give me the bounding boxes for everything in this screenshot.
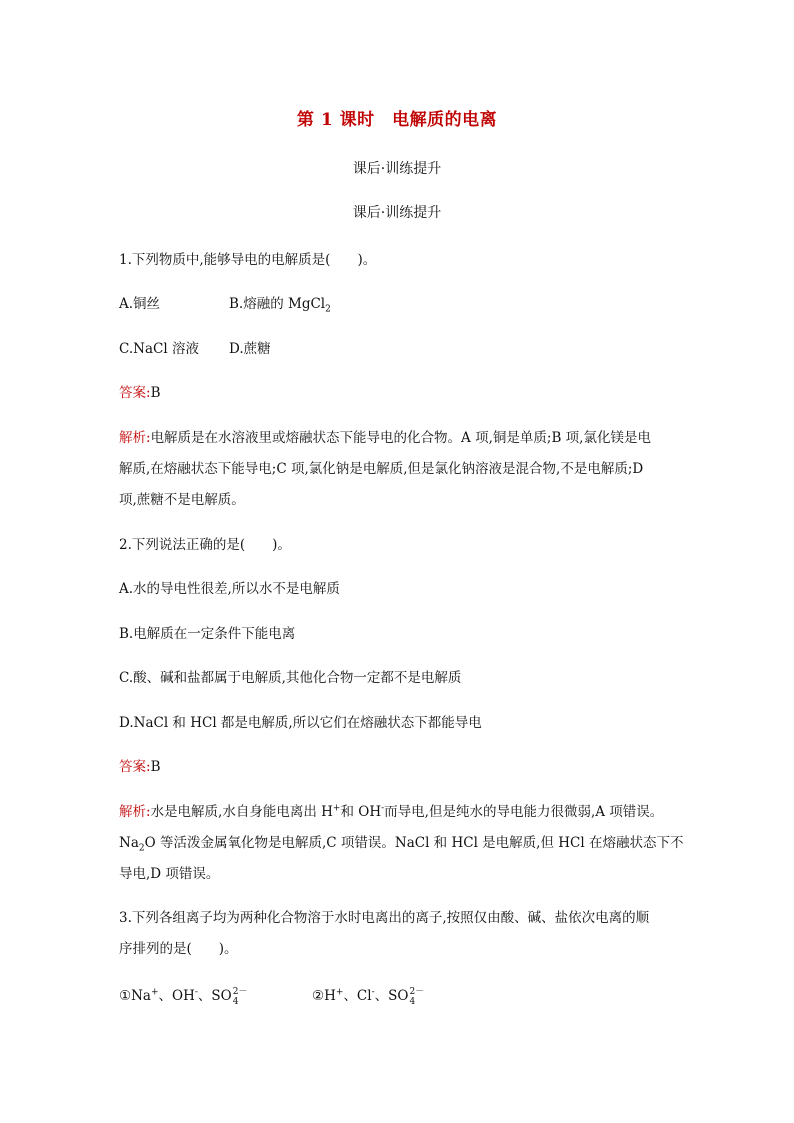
question-2-stem: 2.下列说法正确的是( )。 — [119, 537, 291, 553]
question-1-stem: 1.下列物质中,能够导电的电解质是( )。 — [119, 252, 377, 268]
question-2-option-d: D.NaCl 和 HCl 都是电解质,所以它们在熔融状态下都能导电 — [119, 715, 482, 731]
section-subtitle: 课后·训练提升 — [352, 161, 442, 177]
question-3-item-2: ②H+、Cl-、SO 2－ 4 — [312, 986, 425, 1007]
question-2-option-b: B.电解质在一定条件下能电离 — [119, 626, 296, 642]
question-2-option-c: C.酸、碱和盐都属于电解质,其他化合物一定都不是电解质 — [119, 670, 462, 686]
analysis-label: 解析: — [119, 804, 151, 820]
question-1-option-a: A.铜丝 — [119, 296, 161, 312]
question-3-stem: 3.下列各组离子均为两种化合物溶于水时电离出的离子,按照仅由酸、碱、盐依次电离的顺 — [119, 910, 650, 926]
answer-label: 答案: — [119, 385, 151, 401]
question-2-analysis-line: 解析:水是电解质,水自身能电离出 H+和 OH-而导电,但是纯水的导电能力很微弱,A 项错误。 — [119, 803, 664, 820]
question-1-analysis-line: 项,蔗糖不是电解质。 — [119, 492, 245, 508]
page-title: 第 1 课时 电解质的电离 — [296, 110, 498, 130]
question-1-analysis-line: 解质,在熔融状态下能导电;C 项,氯化钠是电解质,但是氯化钠溶液是混合物,不是电解质;D — [119, 461, 644, 477]
question-1-answer: 答案:B — [119, 385, 161, 401]
question-2-analysis-line: 导电,D 项错误。 — [119, 866, 220, 882]
answer-label: 答案: — [119, 759, 151, 775]
section-subtitle: 课后·训练提升 — [352, 205, 442, 221]
question-1-option-d: D.蔗糖 — [229, 341, 271, 357]
question-1-analysis-line: 解析:电解质是在水溶液里或熔融状态下能导电的化合物。A 项,铜是单质;B 项,氯化镁是电 — [119, 430, 651, 446]
question-2-answer: 答案:B — [119, 759, 161, 775]
question-1-option-b: B.熔融的 MgCl$_2$ — [229, 296, 331, 315]
question-2-option-a: A.水的导电性很差,所以水不是电解质 — [119, 581, 340, 597]
question-3-item-1: ①Na+、OH-、SO 2－ 4 — [119, 986, 248, 1007]
question-2-analysis-line: $Na_2O$ 等活泼金属氧化物是电解质,C 项错误。NaCl 和 HCl 是电解质,但 HCl 在熔融状态下不 — [119, 835, 684, 854]
question-1-option-c: C.NaCl 溶液 — [119, 341, 199, 357]
analysis-label: 解析: — [119, 430, 151, 446]
question-3-stem: 序排列的是( )。 — [119, 941, 238, 957]
